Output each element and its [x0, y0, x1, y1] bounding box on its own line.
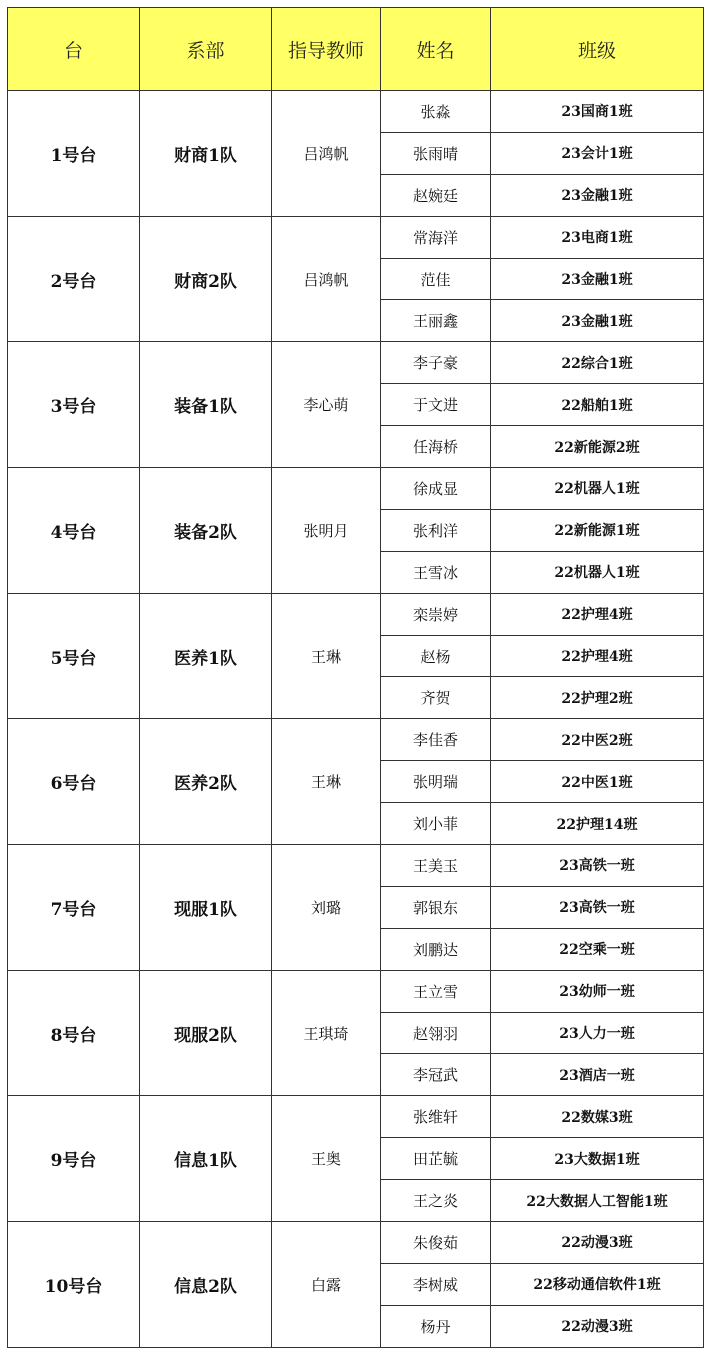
- table-row: [8, 1222, 704, 1264]
- class-cell: 22新能源2班: [491, 426, 704, 468]
- student-name-cell: 李佳香: [381, 719, 491, 761]
- dept-cell: 信息2队: [140, 1222, 272, 1348]
- table-row: [8, 342, 704, 384]
- dept-cell: 装备2队: [140, 468, 272, 594]
- tai-cell: 2号台: [8, 216, 140, 342]
- class-cell: 23国商1班: [491, 91, 704, 133]
- team-roster-table: [7, 7, 704, 1348]
- class-cell: 23幼师一班: [491, 970, 704, 1012]
- student-name-cell: 于文进: [381, 384, 491, 426]
- student-name-cell: 王立雪: [381, 970, 491, 1012]
- class-cell: 22护理14班: [491, 803, 704, 845]
- class-cell: 22新能源1班: [491, 509, 704, 551]
- class-cell: 22机器人1班: [491, 551, 704, 593]
- student-name-cell: 赵翎羽: [381, 1012, 491, 1054]
- tai-cell: 5号台: [8, 593, 140, 719]
- class-cell: 22护理2班: [491, 677, 704, 719]
- table-row: [8, 719, 704, 761]
- dept-cell: 现服2队: [140, 970, 272, 1096]
- student-name-cell: 王丽鑫: [381, 300, 491, 342]
- dept-cell: 财商2队: [140, 216, 272, 342]
- student-name-cell: 赵杨: [381, 635, 491, 677]
- class-cell: 22移动通信软件1班: [491, 1263, 704, 1305]
- table-row: [8, 216, 704, 258]
- header-row: [8, 8, 704, 91]
- student-name-cell: 齐贺: [381, 677, 491, 719]
- class-cell: 23大数据1班: [491, 1138, 704, 1180]
- class-cell: 23金融1班: [491, 258, 704, 300]
- teacher-cell: 白露: [272, 1222, 381, 1348]
- class-cell: 23电商1班: [491, 216, 704, 258]
- class-cell: 23金融1班: [491, 174, 704, 216]
- class-cell: 23高铁一班: [491, 886, 704, 928]
- student-name-cell: 赵婉廷: [381, 174, 491, 216]
- tai-cell: 10号台: [8, 1222, 140, 1348]
- teacher-cell: 李心萌: [272, 342, 381, 468]
- class-cell: 22护理4班: [491, 593, 704, 635]
- teacher-cell: 王琪琦: [272, 970, 381, 1096]
- student-name-cell: 王雪冰: [381, 551, 491, 593]
- class-cell: 22数媒3班: [491, 1096, 704, 1138]
- table-row: [8, 91, 704, 133]
- student-name-cell: 张利洋: [381, 509, 491, 551]
- teacher-cell: 刘璐: [272, 845, 381, 971]
- tai-cell: 4号台: [8, 468, 140, 594]
- student-name-cell: 李子豪: [381, 342, 491, 384]
- student-name-cell: 李树威: [381, 1263, 491, 1305]
- class-cell: 22中医2班: [491, 719, 704, 761]
- class-cell: 22船舶1班: [491, 384, 704, 426]
- student-name-cell: 张淼: [381, 91, 491, 133]
- table-row: [8, 468, 704, 510]
- class-cell: 22动漫3班: [491, 1222, 704, 1264]
- table-row: [8, 970, 704, 1012]
- header-name: 姓名: [381, 8, 491, 91]
- student-name-cell: 徐成显: [381, 468, 491, 510]
- class-cell: 23人力一班: [491, 1012, 704, 1054]
- student-name-cell: 常海洋: [381, 216, 491, 258]
- class-cell: 22中医1班: [491, 761, 704, 803]
- student-name-cell: 范佳: [381, 258, 491, 300]
- class-cell: 22空乘一班: [491, 928, 704, 970]
- class-cell: 22综合1班: [491, 342, 704, 384]
- student-name-cell: 杨丹: [381, 1305, 491, 1347]
- class-cell: 22护理4班: [491, 635, 704, 677]
- tai-cell: 3号台: [8, 342, 140, 468]
- dept-cell: 财商1队: [140, 91, 272, 217]
- student-name-cell: 朱俊茹: [381, 1222, 491, 1264]
- teacher-cell: 张明月: [272, 468, 381, 594]
- table-row: [8, 593, 704, 635]
- roster-body: [8, 91, 704, 1348]
- tai-cell: 8号台: [8, 970, 140, 1096]
- student-name-cell: 王美玉: [381, 845, 491, 887]
- student-name-cell: 任海桥: [381, 426, 491, 468]
- student-name-cell: 张明瑞: [381, 761, 491, 803]
- teacher-cell: 王琳: [272, 593, 381, 719]
- class-cell: 22大数据人工智能1班: [491, 1180, 704, 1222]
- teacher-cell: 吕鸿帆: [272, 91, 381, 217]
- tai-cell: 6号台: [8, 719, 140, 845]
- dept-cell: 医养2队: [140, 719, 272, 845]
- class-cell: 23金融1班: [491, 300, 704, 342]
- teacher-cell: 王琳: [272, 719, 381, 845]
- header-tai: 台: [8, 8, 140, 91]
- student-name-cell: 田芷毓: [381, 1138, 491, 1180]
- header-dept: 系部: [140, 8, 272, 91]
- tai-cell: 1号台: [8, 91, 140, 217]
- table-row: [8, 845, 704, 887]
- tai-cell: 9号台: [8, 1096, 140, 1222]
- dept-cell: 装备1队: [140, 342, 272, 468]
- student-name-cell: 栾崇婷: [381, 593, 491, 635]
- header-class: 班级: [491, 8, 704, 91]
- student-name-cell: 李冠武: [381, 1054, 491, 1096]
- class-cell: 23高铁一班: [491, 845, 704, 887]
- student-name-cell: 郭银东: [381, 886, 491, 928]
- dept-cell: 现服1队: [140, 845, 272, 971]
- dept-cell: 医养1队: [140, 593, 272, 719]
- class-cell: 22动漫3班: [491, 1305, 704, 1347]
- class-cell: 22机器人1班: [491, 468, 704, 510]
- dept-cell: 信息1队: [140, 1096, 272, 1222]
- teacher-cell: 吕鸿帆: [272, 216, 381, 342]
- tai-cell: 7号台: [8, 845, 140, 971]
- class-cell: 23会计1班: [491, 132, 704, 174]
- table-row: [8, 1096, 704, 1138]
- student-name-cell: 张维轩: [381, 1096, 491, 1138]
- student-name-cell: 刘鹏达: [381, 928, 491, 970]
- student-name-cell: 王之炎: [381, 1180, 491, 1222]
- class-cell: 23酒店一班: [491, 1054, 704, 1096]
- teacher-cell: 王奥: [272, 1096, 381, 1222]
- student-name-cell: 刘小菲: [381, 803, 491, 845]
- student-name-cell: 张雨晴: [381, 132, 491, 174]
- header-teacher: 指导教师: [272, 8, 381, 91]
